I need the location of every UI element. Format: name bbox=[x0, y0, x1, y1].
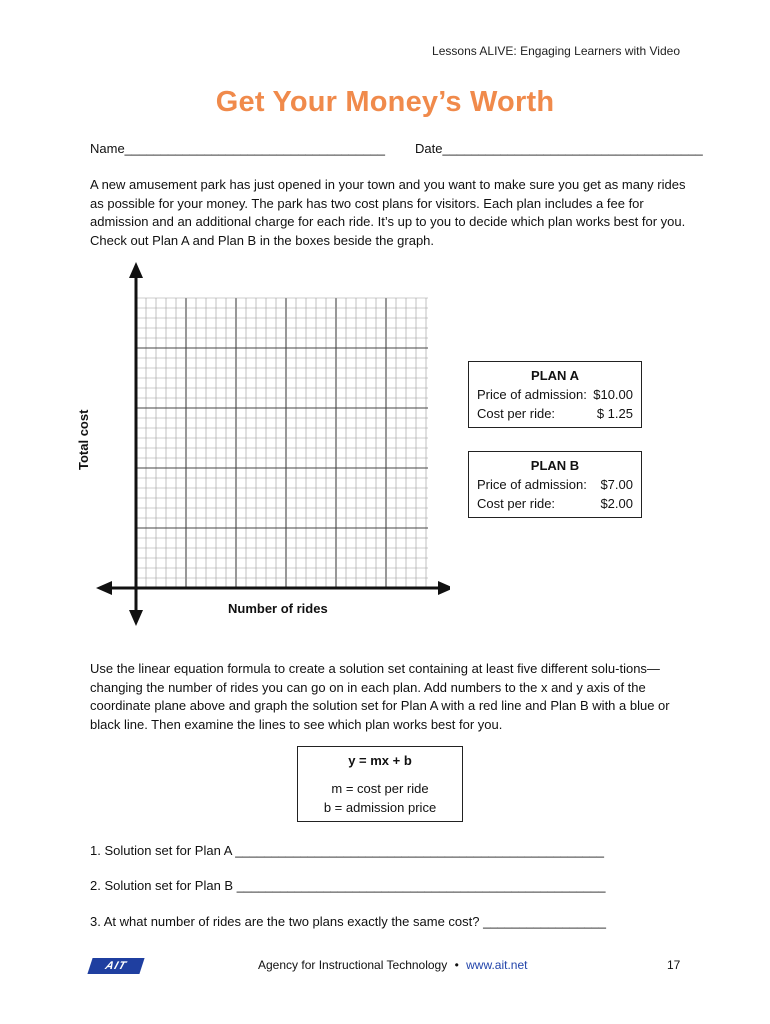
plan-b-admission-value: $7.00 bbox=[600, 477, 633, 492]
footer-org: Agency for Instructional Technology bbox=[258, 958, 448, 972]
series-header: Lessons ALIVE: Engaging Learners with Video bbox=[432, 44, 680, 58]
formula-m-definition: m = cost per ride bbox=[331, 781, 429, 796]
footer-url[interactable]: www.ait.net bbox=[466, 958, 528, 972]
y-axis-label: Total cost bbox=[76, 409, 91, 470]
y-axis-arrow-down bbox=[129, 610, 143, 626]
plan-a-admission-value: $10.00 bbox=[593, 387, 633, 402]
page-title: Get Your Money’s Worth bbox=[215, 86, 555, 118]
plan-a-title: PLAN A bbox=[531, 368, 579, 383]
plan-b-ride-label: Cost per ride: bbox=[477, 496, 556, 511]
instructions-paragraph: Use the linear equation formula to create a solution set containing at least five different solu-tions—changing the number of rides you can go on in each plan. Add numbers to the x and y axis of the coordinate plane above and graph the solution set for Plan A with a red line and Plan B with a blue or black line. Then examine the lines to see which plan works best for you. bbox=[90, 661, 670, 732]
plan-b-admission-label: Price of admission: bbox=[477, 477, 587, 492]
grid-lines bbox=[136, 298, 428, 588]
x-axis-arrow-left bbox=[96, 581, 112, 595]
x-axis-arrow-right bbox=[438, 581, 450, 595]
y-axis-arrow-up bbox=[129, 262, 143, 278]
plan-a-ride-label: Cost per ride: bbox=[477, 406, 556, 421]
plan-a-ride-row bbox=[469, 404, 641, 423]
coordinate-grid bbox=[90, 258, 450, 630]
plan-b-box bbox=[468, 451, 642, 518]
question-1: 1. Solution set for Plan A ___________________________________________________ bbox=[90, 843, 604, 858]
formula-b-definition: b = admission price bbox=[323, 800, 437, 815]
question-2: 2. Solution set for Plan B ___________________________________________________ bbox=[90, 878, 606, 893]
question-3: 3. At what number of rides are the two plans exactly the same cost? _________________ bbox=[90, 914, 607, 929]
formula-box bbox=[297, 746, 463, 822]
footer-credit bbox=[258, 958, 527, 972]
plan-a-ride-value: $ 1.25 bbox=[596, 406, 633, 421]
plan-a-box bbox=[468, 361, 642, 428]
formula-equation: y = mx + b bbox=[348, 753, 412, 768]
footer-bullet: • bbox=[454, 958, 459, 972]
x-axis-label: Number of rides bbox=[228, 601, 328, 616]
plan-a-admission-row bbox=[469, 385, 641, 404]
plan-b-ride-value: $2.00 bbox=[600, 496, 633, 511]
ait-logo: AIT bbox=[87, 958, 144, 974]
date-field: Date____________________________________ bbox=[415, 141, 703, 156]
plan-b-title: PLAN B bbox=[530, 458, 580, 473]
plan-b-admission-row bbox=[469, 475, 641, 494]
plan-b-ride-row bbox=[469, 494, 641, 513]
name-field: Name____________________________________ bbox=[90, 141, 385, 156]
plan-a-admission-label: Price of admission: bbox=[477, 387, 587, 402]
page-number: 17 bbox=[667, 958, 681, 972]
intro-paragraph: A new amusement park has just opened in your town and you want to make sure you get as many rides as possible for your money. The park has two cost plans for visitors. Each plan includes a fee for admission and an additional charge for each ride. It’s up to you to decide which plan works best for you. Check out Plan A and Plan B in the boxes beside the graph. bbox=[90, 177, 686, 248]
